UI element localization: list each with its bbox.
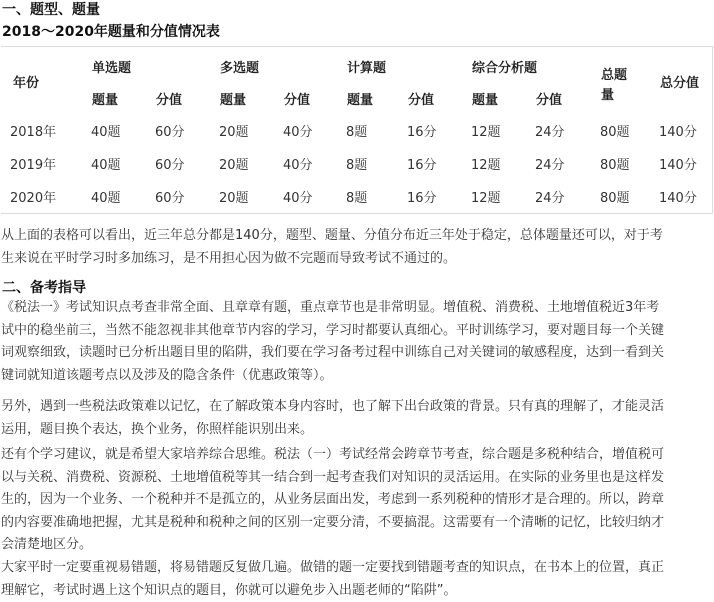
cell-single-count: 40题 xyxy=(91,158,121,173)
text-line: 词观察细致，读题时已分析出题目里的陷阱，我们要在学习备考过程中训练自己对关键词的敏感程度，达到一看到关 xyxy=(1,345,665,361)
cell-comp-score: 24分 xyxy=(535,191,565,206)
cell-total-score: 140分 xyxy=(659,125,697,140)
header-group-single-choice: 单选题 xyxy=(92,61,132,76)
header-year: 年份 xyxy=(13,76,40,91)
text-line: 运用，题目换个表达，换个业务，你照样能识别出来。 xyxy=(1,421,314,437)
table-caption: 2018～2020年题量和分值情况表 xyxy=(2,24,220,40)
header-total-count: 总题量 xyxy=(601,68,628,103)
cell-calc-count: 8题 xyxy=(346,125,368,140)
text-line: 还有个学习建议，就是希望大家培养综合思维。税法（一）考试经常会跨章节考查，综合题是多税种结合，增值税可 xyxy=(1,447,665,462)
header-group-calculation: 计算题 xyxy=(347,61,387,76)
cell-comp-count: 12题 xyxy=(471,191,501,206)
section1-title: 一、题型、题量 xyxy=(2,2,100,18)
guide-paragraph-1 xyxy=(1,297,713,387)
cell-multi-score: 40分 xyxy=(283,125,313,140)
header-score: 分值 xyxy=(284,93,311,108)
cell-single-count: 40题 xyxy=(91,125,121,140)
summary-paragraph xyxy=(1,225,713,270)
cell-single-score: 60分 xyxy=(155,158,185,173)
header-count: 题量 xyxy=(347,93,374,108)
section2-title: 二、备考指导 xyxy=(2,280,86,296)
cell-total-count: 80题 xyxy=(600,125,630,140)
header-group-multi-choice: 多选题 xyxy=(220,61,260,76)
header-score: 分值 xyxy=(408,93,435,108)
cell-multi-score: 40分 xyxy=(283,158,313,173)
cell-calc-score: 16分 xyxy=(407,158,437,173)
cell-comp-score: 24分 xyxy=(535,125,565,140)
cell-total-count: 80题 xyxy=(600,191,630,206)
cell-year: 2018年 xyxy=(10,125,57,140)
text-line: 从上面的表格可以看出，近三年总分都是140分，题型、题量、分值分布近三年处于稳定，总体题量还可以，对于考 xyxy=(1,228,663,243)
cell-total-score: 140分 xyxy=(659,191,697,206)
cell-calc-score: 16分 xyxy=(407,125,437,140)
header-count: 题量 xyxy=(472,93,499,108)
guide-paragraph-3 xyxy=(1,444,713,557)
cell-single-score: 60分 xyxy=(155,125,185,140)
cell-comp-count: 12题 xyxy=(471,158,501,173)
text-line: 键词就知道该题考点以及涉及的隐含条件（优惠政策等）。 xyxy=(1,367,333,383)
header-score: 分值 xyxy=(156,93,183,108)
cell-total-score: 140分 xyxy=(659,158,697,173)
text-line: 会清楚地区分。 xyxy=(1,537,93,553)
header-total-score: 总分值 xyxy=(660,76,700,91)
cell-year: 2020年 xyxy=(10,191,57,206)
text-line: 以与关税、消费税、资源税、土地增值税等其一结合到一起考查我们对知识的灵活运用。在实际的业务里也是这样发 xyxy=(1,469,665,485)
cell-multi-count: 20题 xyxy=(219,158,249,173)
cell-comp-score: 24分 xyxy=(535,158,565,173)
header-score: 分值 xyxy=(536,93,563,108)
text-line: 《税法一》考试知识点考查非常全面、且章章有题，重点章节也是非常明显。增值税、消费税、土地增值税近3年考 xyxy=(1,300,660,315)
guide-paragraph-2 xyxy=(1,396,713,441)
text-line: 另外，遇到一些税法政策难以记忆，在了解政策本身内容时，也了解下出台政策的背景。只有真的理解了，才能灵活 xyxy=(1,399,665,414)
text-line: 的内容要准确地把握，尤其是税种和税种之间的区别一定要分清，不要搞混。这需要有一个清晰的记忆，比较归纳才 xyxy=(1,514,665,530)
cell-calc-score: 16分 xyxy=(407,191,437,206)
text-line: 试中的稳坐前三，当然不能忽视非其他章节内容的学习，学习时都要认真细心。平时训练学习，要对题目每一个关键 xyxy=(1,322,665,338)
cell-calc-count: 8题 xyxy=(346,158,368,173)
cell-multi-count: 20题 xyxy=(219,125,249,140)
text-line: 大家平时一定要重视易错题，将易错题反复做几遍。做错的题一定要找到错题考查的知识点，在书本上的位置，真正 xyxy=(1,560,665,575)
guide-paragraph-4 xyxy=(1,557,713,602)
header-count: 题量 xyxy=(92,93,119,108)
cell-multi-count: 20题 xyxy=(219,191,249,206)
cell-single-score: 60分 xyxy=(155,191,185,206)
text-line: 理解它，考试时遇上这个知识点的题目，你就可以避免步入出题老师的“陷阱”。 xyxy=(1,582,457,598)
cell-total-count: 80题 xyxy=(600,158,630,173)
cell-calc-count: 8题 xyxy=(346,191,368,206)
cell-comp-count: 12题 xyxy=(471,125,501,140)
cell-year: 2019年 xyxy=(10,158,57,173)
header-count: 题量 xyxy=(220,93,247,108)
cell-single-count: 40题 xyxy=(91,191,121,206)
text-line: 生来说在平时学习时多加练习，是不用担心因为做不完题而导致考试不通过的。 xyxy=(1,250,457,266)
cell-multi-score: 40分 xyxy=(283,191,313,206)
header-group-comprehensive: 综合分析题 xyxy=(472,61,538,76)
text-line: 生的，因为一个业务、一个税种并不是孤立的，从业务层面出发，考虑到一系列税种的情形才是合理的。所以，跨章 xyxy=(1,492,665,508)
